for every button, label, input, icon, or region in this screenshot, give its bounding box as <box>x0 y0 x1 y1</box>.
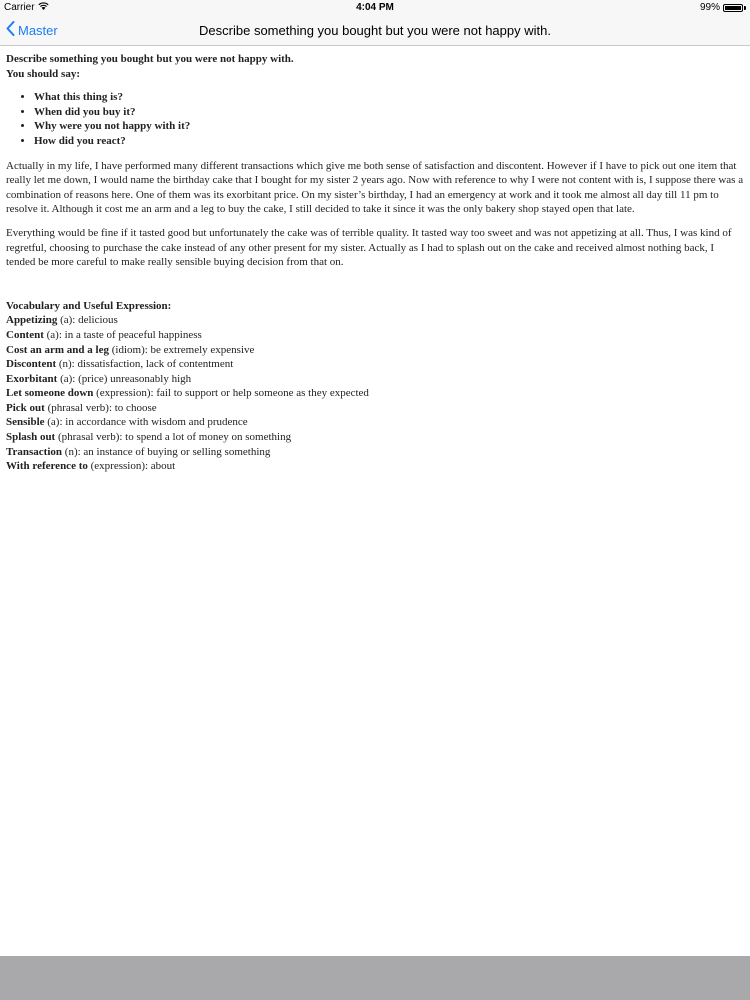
vocab-term: Discontent <box>6 358 57 371</box>
vocab-definition: (phrasal verb): to spend a lot of money on something <box>55 431 292 444</box>
vocab-item <box>6 357 744 372</box>
back-button-label: Master <box>18 22 58 38</box>
page-title: Describe something you bought but you were not happy with. <box>199 23 551 38</box>
vocab-definition: (n): dissatisfaction, lack of contentment <box>56 358 234 371</box>
vocab-item <box>6 430 744 445</box>
vocab-item <box>6 343 744 358</box>
navigation-bar <box>0 16 750 46</box>
battery-group <box>700 2 746 13</box>
vocab-term: With reference to <box>6 460 88 473</box>
battery-fill <box>725 6 741 10</box>
vocab-item <box>6 445 744 460</box>
vocab-item <box>6 415 744 430</box>
status-time: 4:04 PM <box>356 2 394 13</box>
vocab-term: Exorbitant <box>6 372 58 385</box>
battery-nub <box>744 6 746 10</box>
vocab-term: Splash out <box>6 431 56 444</box>
vocab-term: Sensible <box>6 416 45 429</box>
article-content <box>6 52 744 474</box>
carrier-label: Carrier <box>4 2 35 13</box>
vocab-title: Vocabulary and Useful Expression: <box>6 299 172 312</box>
prompt-list <box>6 90 744 148</box>
vocab-definition: (a): delicious <box>57 314 118 327</box>
vocab-list <box>6 313 744 474</box>
vocab-definition: (a): in a taste of peaceful happiness <box>43 328 202 341</box>
battery-percent: 99% <box>699 2 720 13</box>
vocab-definition: (phrasal verb): to choose <box>44 401 157 414</box>
vocab-definition: (a): (price) unreasonably high <box>57 372 192 385</box>
vocab-definition: (a): in accordance with wisdom and prudence <box>44 416 248 429</box>
question-subtitle: You should say: <box>6 67 80 80</box>
prompt-item: • Why were you not happy with it? <box>34 119 744 134</box>
vocab-item <box>6 372 744 387</box>
vocab-term: Let someone down <box>6 387 94 400</box>
vocab-item <box>6 313 744 328</box>
vocab-term: Pick out <box>6 401 45 414</box>
vocab-definition: (idiom): be extremely expensive <box>108 343 255 356</box>
vocab-item <box>6 459 744 474</box>
prompt-item: • What this thing is? <box>34 90 744 105</box>
vocab-term: Cost an arm and a leg <box>6 343 109 356</box>
vocab-definition: (expression): about <box>87 460 176 473</box>
bottom-toolbar <box>0 956 750 1000</box>
vocab-term: Transaction <box>6 445 63 458</box>
vocab-item <box>6 401 744 416</box>
vocab-item <box>6 386 744 401</box>
vocab-term: Appetizing <box>6 314 58 327</box>
vocab-item <box>6 328 744 343</box>
battery-icon <box>723 4 743 12</box>
question-heading <box>6 52 744 81</box>
vocab-definition: (expression): fail to support or help someone as they expected <box>93 387 369 400</box>
vocab-term: Content <box>6 328 44 341</box>
answer-paragraph: Actually in my life, I have performed many different transactions which give me both sense of satisfaction and discontent. However if I have to pick out one item that really let me down, I would name the birthday cake that I bought for my sister 2 years ago. Now with reference to why I were not content with is, I suppose there was a combination of reasons here. One of them was its exorbitant price. On my sister’s birthday, I had an emergency at work and it took me almost all day till 11 pm to resolve it. Although it cost me an arm and a leg to buy the cake, I still decided to take it since it was the only bakery shop stayed open that late. <box>6 159 744 216</box>
question-title: Describe something you bought but you were not happy with. <box>6 53 294 65</box>
status-bar <box>0 0 750 16</box>
prompt-item: • How did you react? <box>34 134 744 149</box>
prompt-item: • When did you buy it? <box>34 105 744 120</box>
vocab-definition: (n): an instance of buying or selling something <box>62 445 271 458</box>
answer-paragraph: Everything would be fine if it tasted good but unfortunately the cake was of terrible quality. It tasted way too sweet and was not appetizing at all. Thus, I was kind of regretful, choosing to purchase the cake instead of any other present for my sister. Actually as I had to splash out on the cake and received almost nothing back, I tended be more careful to make really sensible buying decision from that on. <box>6 226 732 269</box>
